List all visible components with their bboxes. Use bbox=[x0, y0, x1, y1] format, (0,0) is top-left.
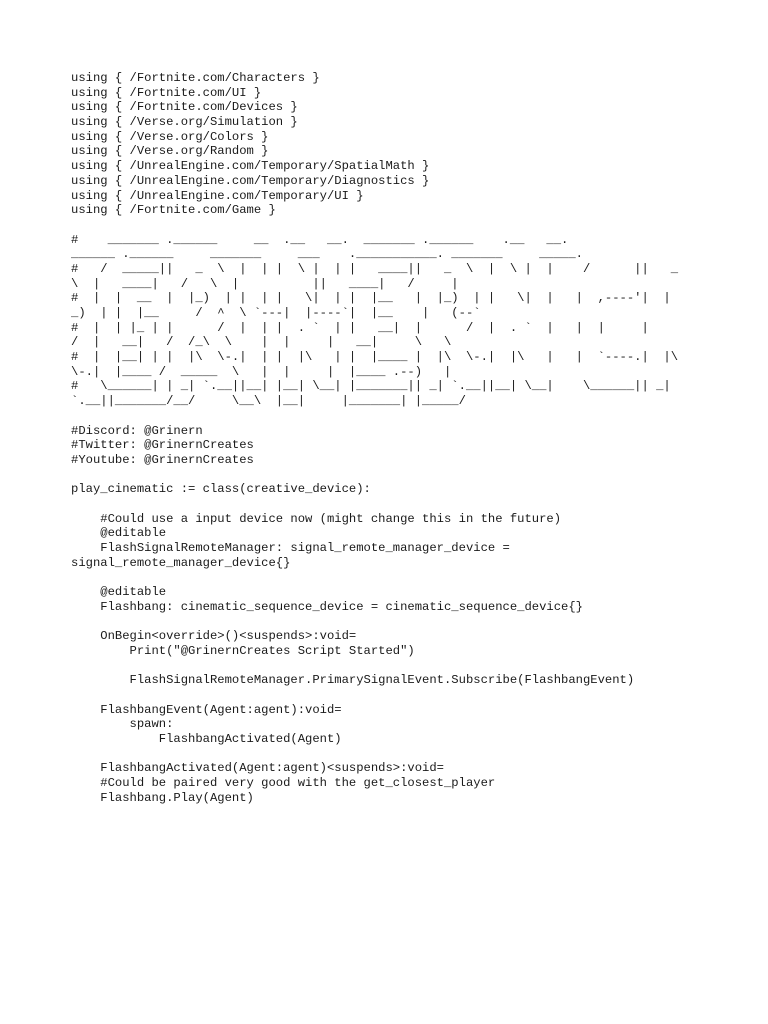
code-line bbox=[71, 659, 711, 674]
code-line: using { /Verse.org/Colors } bbox=[71, 129, 269, 144]
code-line: Print("@GrinernCreates Script Started") bbox=[71, 643, 415, 658]
code-line: # | | |_ | | / | | | . ` | | __| | / | . ` | | | | bbox=[71, 320, 649, 335]
code-line: \ | ____| / \ | || ____| / | bbox=[71, 276, 459, 291]
code-line: FlashbangEvent(Agent:agent):void= bbox=[71, 702, 342, 717]
code-line: spawn: bbox=[71, 717, 174, 732]
code-line bbox=[71, 688, 711, 703]
code-line: using { /Verse.org/Simulation } bbox=[71, 115, 298, 130]
code-line: # | | __ | |_) | | | | \| | | |__ | |_) | | \| | | ,----'| | bbox=[71, 291, 671, 306]
code-line: @editable bbox=[71, 526, 167, 541]
code-line bbox=[71, 497, 711, 512]
code-line: using { /UnrealEngine.com/Temporary/Diagnostics } bbox=[71, 173, 430, 188]
code-line: using { /Verse.org/Random } bbox=[71, 144, 269, 159]
code-line bbox=[71, 409, 711, 424]
code-line: # _______ .______ __ .__ __. _______ .______ .__ __. bbox=[71, 232, 569, 247]
code-line: using { /Fortnite.com/Characters } bbox=[71, 71, 320, 85]
code-line: # | |__| | | |\ \-.| | | |\ | | |____ | |\ \-.| |\ | | `----.| |\ bbox=[71, 350, 679, 365]
code-listing bbox=[71, 71, 711, 805]
code-line: _) | | |__ / ^ \ `---| |----`| |__ | (--` bbox=[71, 306, 481, 320]
code-line bbox=[71, 747, 711, 762]
code-line: \-.| |____ / _____ \ | | | |____ .--) | bbox=[71, 364, 452, 379]
code-line bbox=[71, 570, 711, 585]
code-line: #Twitter: @GrinernCreates bbox=[71, 438, 254, 453]
code-line bbox=[71, 218, 711, 233]
code-line: using { /Fortnite.com/Devices } bbox=[71, 100, 298, 115]
code-line: @editable bbox=[71, 585, 167, 600]
code-line: #Discord: @Grinern bbox=[71, 423, 203, 438]
code-line: # \______| | _| `.__||__| |__| \__| |_______|| _| `.__||__| \__| \______|| _| bbox=[71, 379, 671, 394]
code-line: using { /Fortnite.com/Game } bbox=[71, 203, 276, 218]
code-line: FlashSignalRemoteManager: signal_remote_manager_device = bbox=[71, 541, 510, 555]
code-line: using { /UnrealEngine.com/Temporary/SpatialMath } bbox=[71, 159, 430, 174]
code-line: #Could use a input device now (might change this in the future) bbox=[71, 511, 562, 526]
code-line: Flashbang.Play(Agent) bbox=[71, 790, 254, 805]
code-line: `.__||_______/__/ \__\ |__| |_______| |_____/ bbox=[71, 394, 466, 409]
code-line: OnBegin<override>()<suspends>:void= bbox=[71, 629, 357, 644]
code-line bbox=[71, 468, 711, 483]
code-line: / | __| / /_\ \ | | | __| \ \ bbox=[71, 335, 452, 350]
code-line: FlashbangActivated(Agent:agent)<suspends>:void= bbox=[71, 761, 444, 776]
code-line: using { /UnrealEngine.com/Temporary/UI } bbox=[71, 188, 364, 203]
code-line bbox=[71, 614, 711, 629]
code-line: FlashSignalRemoteManager.PrimarySignalEvent.Subscribe(FlashbangEvent) bbox=[71, 673, 635, 688]
code-line: Flashbang: cinematic_sequence_device = cinematic_sequence_device{} bbox=[71, 599, 583, 614]
code-line: signal_remote_manager_device{} bbox=[71, 555, 291, 570]
code-line: #Could be paired very good with the get_closest_player bbox=[71, 776, 496, 790]
code-line: #Youtube: @GrinernCreates bbox=[71, 452, 254, 467]
code-line: play_cinematic := class(creative_device): bbox=[71, 482, 371, 497]
code-line: # / _____|| _ \ | | | \ | | | ____|| _ \ | \ | | / || _ bbox=[71, 261, 679, 276]
code-line: using { /Fortnite.com/UI } bbox=[71, 85, 262, 100]
code-line: FlashbangActivated(Agent) bbox=[71, 731, 342, 746]
code-line: ______ .______ _______ ___ .___________. _______ _____. bbox=[71, 247, 583, 262]
